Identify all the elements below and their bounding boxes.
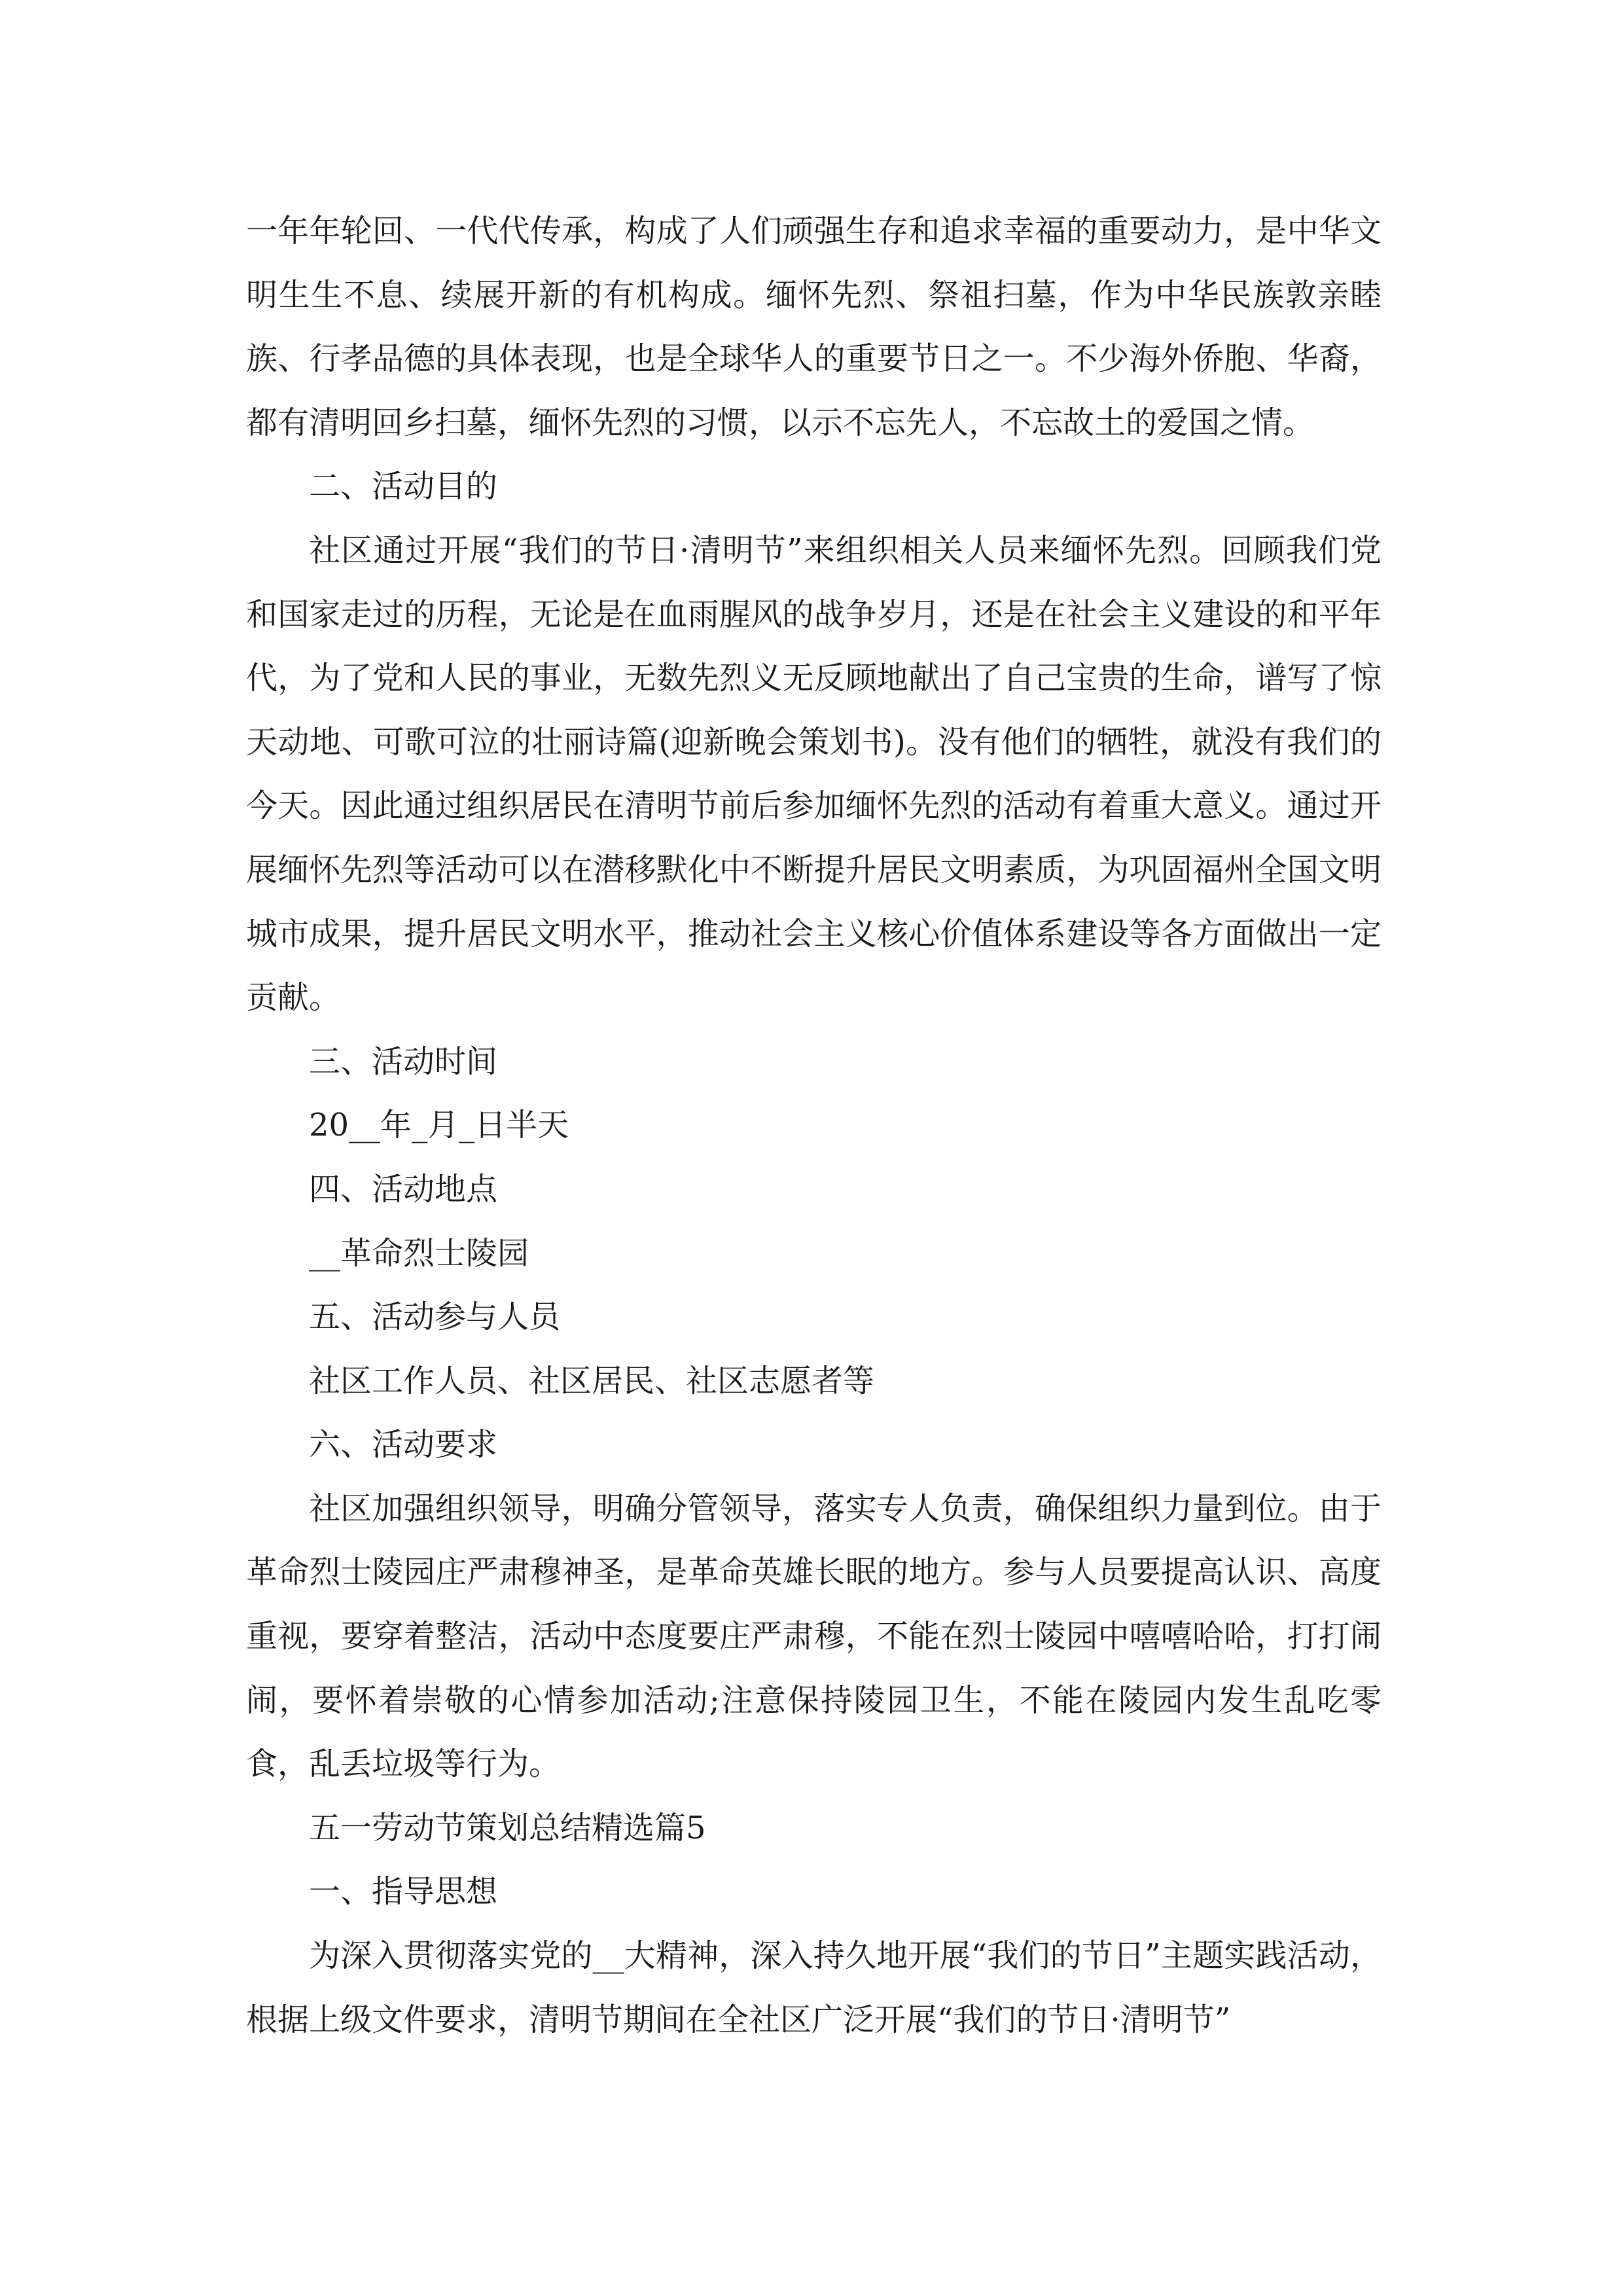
paragraph-activity-purpose: 社区通过开展“我们的节日·清明节”来组织相关人员来缅怀先烈。回顾我们党和国家走过的历程，无论是在血雨腥风的战争岁月，还是在社会主义建设的和平年代，为了党和人民的事业，无数先烈义无反顾地献出了自己宝贵的生命，谱写了惊天动地、可歌可泣的壮丽诗篇(迎新晚会策划书)。没有他们的牺牲，就没有我们的今天。因此通过组织居民在清明节前后参加缅怀先烈的活动有着重大意义。通过开展缅怀先烈等活动可以在潜移默化中不断提升居民文明素质，为巩固福州全国文明城市成果，提升居民文明水平，推动社会主义核心价值体系建设等各方面做出一定贡献。: [246, 531, 1382, 1016]
paragraph-intro: 一年年轮回、一代代传承，构成了人们顽强生存和追求幸福的重要动力，是中华文明生生不息、续展开新的有机构成。缅怀先烈、祭祖扫墓，作为中华民族敦亲睦族、行孝品德的具体表现，也是全球华人的重要节日之一。不少海外侨胞、华裔，都有清明回乡扫墓，缅怀先烈的习惯，以示不忘先人，不忘故土的爱国之情。: [246, 213, 1382, 441]
heading-guiding-thought: 一、指导思想: [309, 1873, 498, 1910]
heading-activity-time: 三、活动时间: [309, 1043, 498, 1080]
paragraph-activity-location: __革命烈士陵园: [309, 1234, 529, 1272]
paragraph-guiding-thought: 为深入贯彻落实党的__大精神，深入持久地开展“我们的节日”主题实践活动，根据上级文件要求，清明节期间在全社区广泛开展“我们的节日·清明节”: [246, 1937, 1382, 2038]
heading-requirements: 六、活动要求: [309, 1426, 498, 1463]
document-body: [246, 200, 1382, 2052]
section-title-part5: 五一劳动节策划总结精选篇5: [309, 1809, 706, 1846]
paragraph-requirements: 社区加强组织领导，明确分管领导，落实专人负责，确保组织力量到位。由于革命烈士陵园庄严肃穆神圣，是革命英雄长眠的地方。参与人员要提高认识、高度重视，要穿着整洁，活动中态度要庄严肃穆，不能在烈士陵园中嘻嘻哈哈，打打闹闹，要怀着崇敬的心情参加活动;注意保持陵园卫生，不能在陵园内发生乱吃零食，乱丢垃圾等行为。: [246, 1490, 1382, 1783]
paragraph-participants: 社区工作人员、社区居民、社区志愿者等: [309, 1362, 875, 1399]
heading-activity-purpose: 二、活动目的: [309, 468, 498, 505]
heading-participants: 五、活动参与人员: [309, 1299, 561, 1336]
paragraph-activity-time: 20__年_月_日半天: [309, 1107, 569, 1144]
heading-activity-location: 四、活动地点: [309, 1170, 498, 1208]
